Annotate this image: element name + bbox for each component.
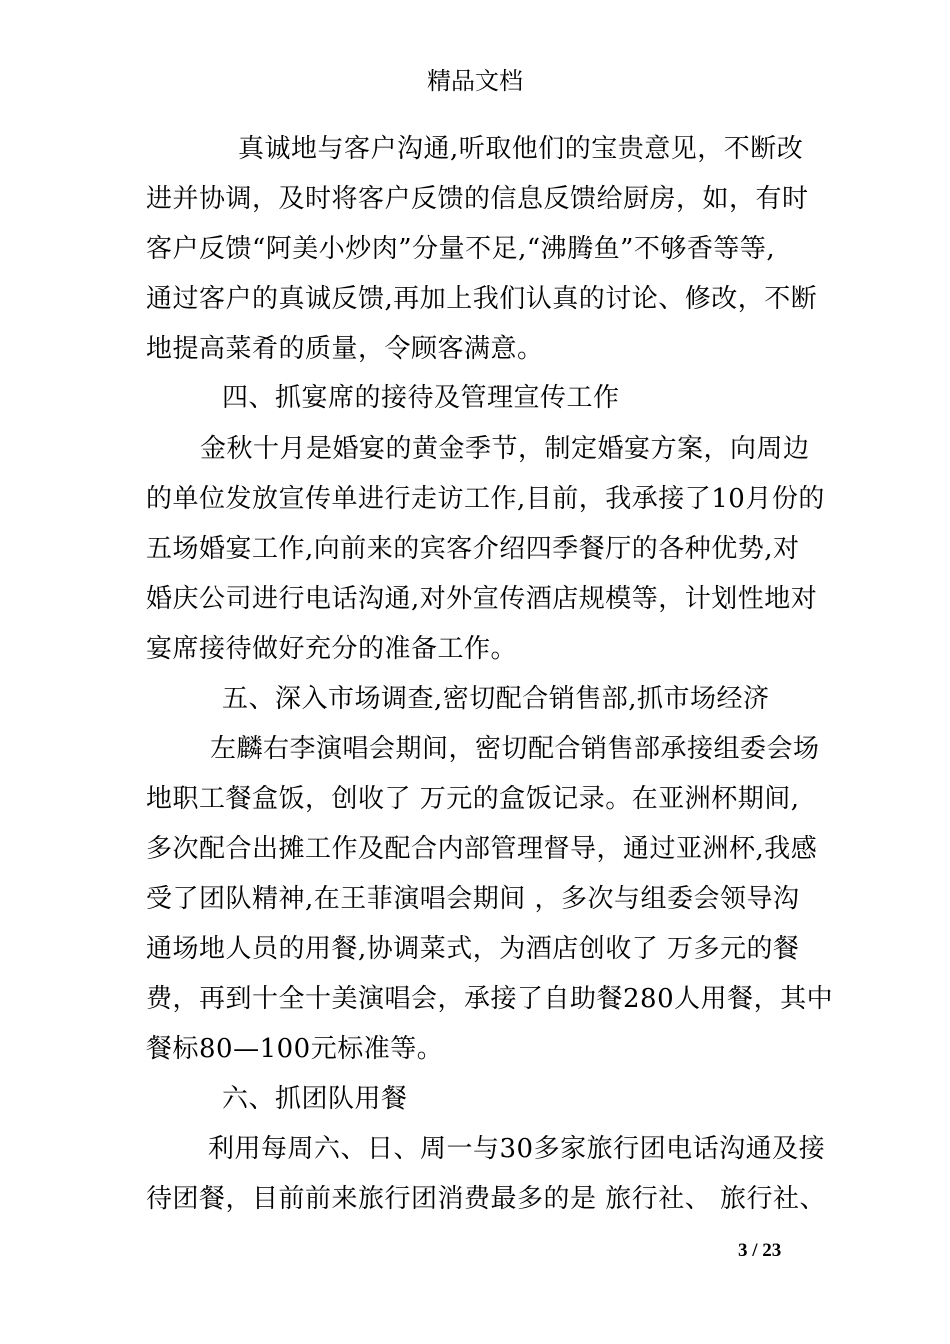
body-line: 利用每周六、日、周一与30多家旅行团电话沟通及接 — [208, 1134, 826, 1164]
body-line: 五场婚宴工作,向前来的宾客介绍四季餐厅的各种优势,对 — [146, 534, 800, 564]
body-line: 真诚地与客户沟通,听取他们的宝贵意见，不断改 — [238, 134, 804, 164]
page-header-title: 精品文档 — [427, 67, 523, 95]
section-heading: 四、抓宴席的接待及管理宣传工作 — [222, 383, 620, 413]
section-heading: 六、抓团队用餐 — [222, 1084, 408, 1114]
body-line: 的单位发放宣传单进行走访工作,目前，我承接了10月份的 — [146, 484, 825, 514]
body-line: 待团餐，目前前来旅行团消费最多的是 旅行社、 旅行社、 — [146, 1184, 827, 1214]
page-number: 3 / 23 — [738, 1240, 782, 1261]
body-line: 通过客户的真诚反馈,再加上我们认真的讨论、修改，不断 — [146, 284, 818, 314]
body-line: 宴席接待做好充分的准备工作。 — [146, 634, 518, 664]
body-line: 通场地人员的用餐,协调菜式，为酒店创收了 万多元的餐 — [146, 934, 800, 964]
body-line: 餐标80—100元标准等。 — [146, 1034, 444, 1064]
body-line: 婚庆公司进行电话沟通,对外宣传酒店规模等，计划性地对 — [146, 584, 818, 614]
body-line: 客户反馈“阿美小炒肉”分量不足,“沸腾鱼”不够香等等, — [146, 234, 776, 264]
section-heading: 五、深入市场调查,密切配合销售部,抓市场经济 — [222, 684, 770, 714]
body-line: 费，再到十全十美演唱会，承接了自助餐280人用餐，其中 — [146, 984, 834, 1014]
body-line: 进并协调，及时将客户反馈的信息反馈给厨房，如，有时 — [146, 184, 809, 214]
body-line: 地提高菜肴的质量，令顾客满意。 — [146, 334, 544, 364]
body-line: 金秋十月是婚宴的黄金季节，制定婚宴方案，向周边 — [200, 434, 810, 464]
body-line: 地职工餐盒饭，创收了 万元的盒饭记录。在亚洲杯期间, — [146, 784, 800, 814]
body-line: 多次配合出摊工作及配合内部管理督导，通过亚洲杯,我感 — [146, 834, 818, 864]
body-line: 受了团队精神,在王菲演唱会期间 ，多次与组委会领导沟 — [146, 884, 800, 914]
body-line: 左麟右李演唱会期间，密切配合销售部承接组委会场 — [210, 734, 820, 764]
